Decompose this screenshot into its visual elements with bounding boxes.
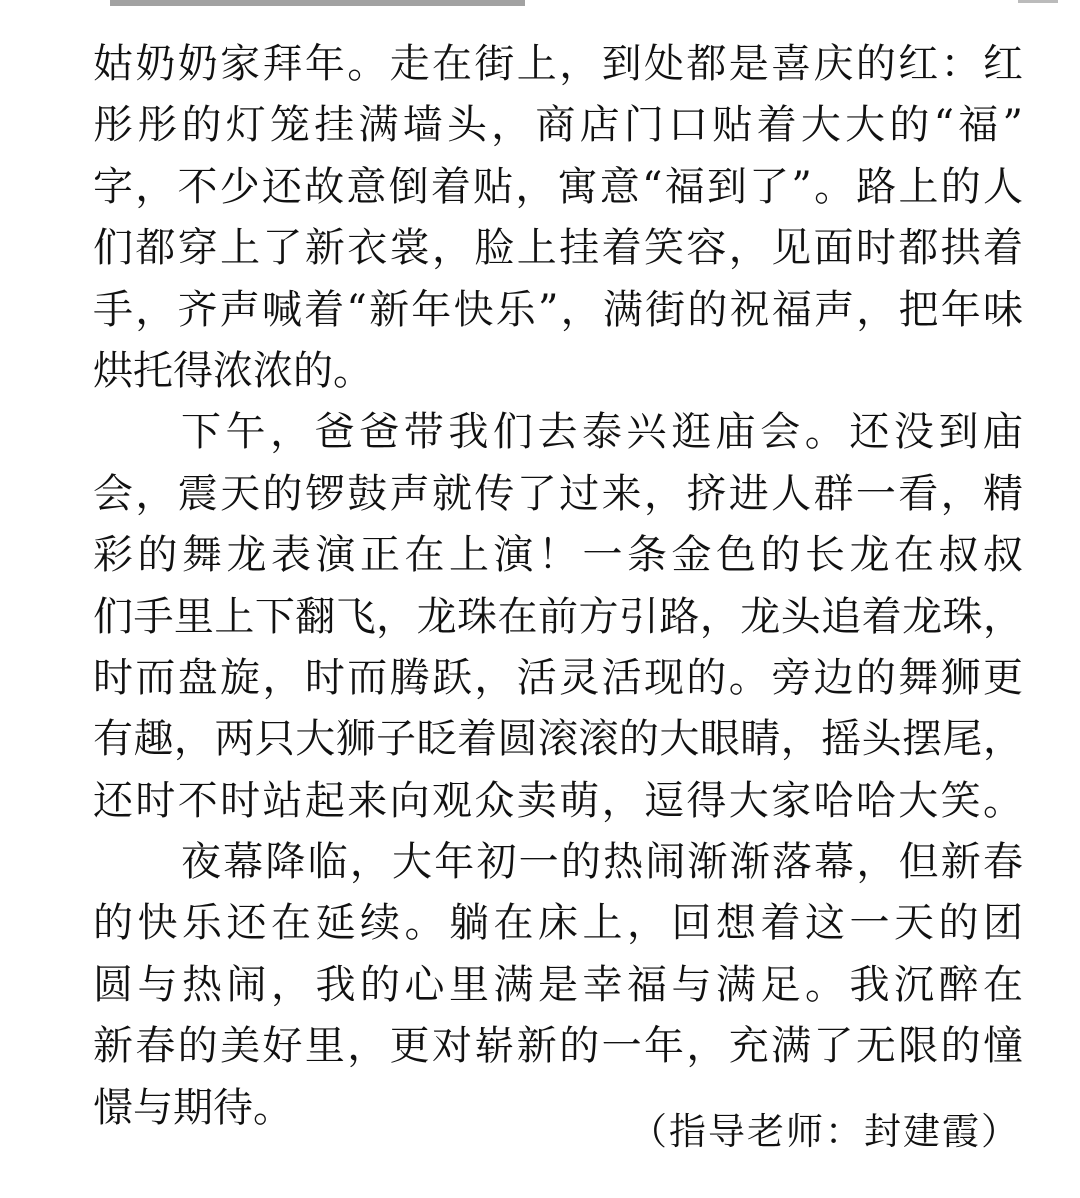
- top-rule-fragment: [1018, 0, 1058, 3]
- text-line: 彤彤的灯笼挂满墙头，商店门口贴着大大的“福”: [93, 102, 1023, 149]
- text-line: 手，齐声喊着“新年快乐”，满街的祝福声，把年味: [93, 286, 1023, 333]
- text-line: 时而盘旋，时而腾跃，活灵活现的。旁边的舞狮更: [93, 654, 1023, 701]
- text-line: 们都穿上了新衣裳，脸上挂着笑容，见面时都拱着: [93, 225, 1023, 272]
- text-line: 有趣，两只大狮子眨着圆滚滚的大眼睛，摇头摆尾，: [93, 716, 1023, 763]
- text-line: 会，震天的锣鼓声就传了过来，挤进人群一看，精: [93, 470, 1023, 517]
- text-line: 还时不时站起来向观众卖萌，逗得大家哈哈大笑。: [93, 777, 1023, 824]
- text-line: 字，不少还故意倒着贴，寓意“福到了”。路上的人: [93, 163, 1023, 210]
- text-line: 彩的舞龙表演正在上演！一条金色的长龙在叔叔: [93, 532, 1023, 579]
- text-line: 的快乐还在延续。躺在床上，回想着这一天的团: [93, 900, 1023, 947]
- paragraph-1: [93, 34, 1023, 402]
- teacher-signature: （指导老师：封建霞）: [630, 1110, 1020, 1153]
- article-body: [93, 34, 1023, 1139]
- paragraph-3: [93, 832, 1023, 1139]
- text-line: 新春的美好里，更对崭新的一年，充满了无限的憧: [93, 1023, 1023, 1070]
- text-line: 圆与热闹，我的心里满是幸福与满足。我沉醉在: [93, 961, 1023, 1008]
- text-line: 们手里上下翻飞，龙珠在前方引路，龙头追着龙珠，: [93, 593, 1023, 640]
- paragraph-2: [93, 402, 1023, 832]
- text-line: 姑奶奶家拜年。走在街上，到处都是喜庆的红：红: [93, 41, 1023, 87]
- top-rule: [110, 0, 525, 6]
- text-line: 烘托得浓浓的。: [93, 347, 373, 394]
- text-line: 憬与期待。: [93, 1084, 293, 1131]
- text-line: 夜幕降临，大年初一的热闹渐渐落幕，但新春: [181, 839, 1023, 886]
- text-line: 下午，爸爸带我们去泰兴逛庙会。还没到庙: [181, 409, 1023, 456]
